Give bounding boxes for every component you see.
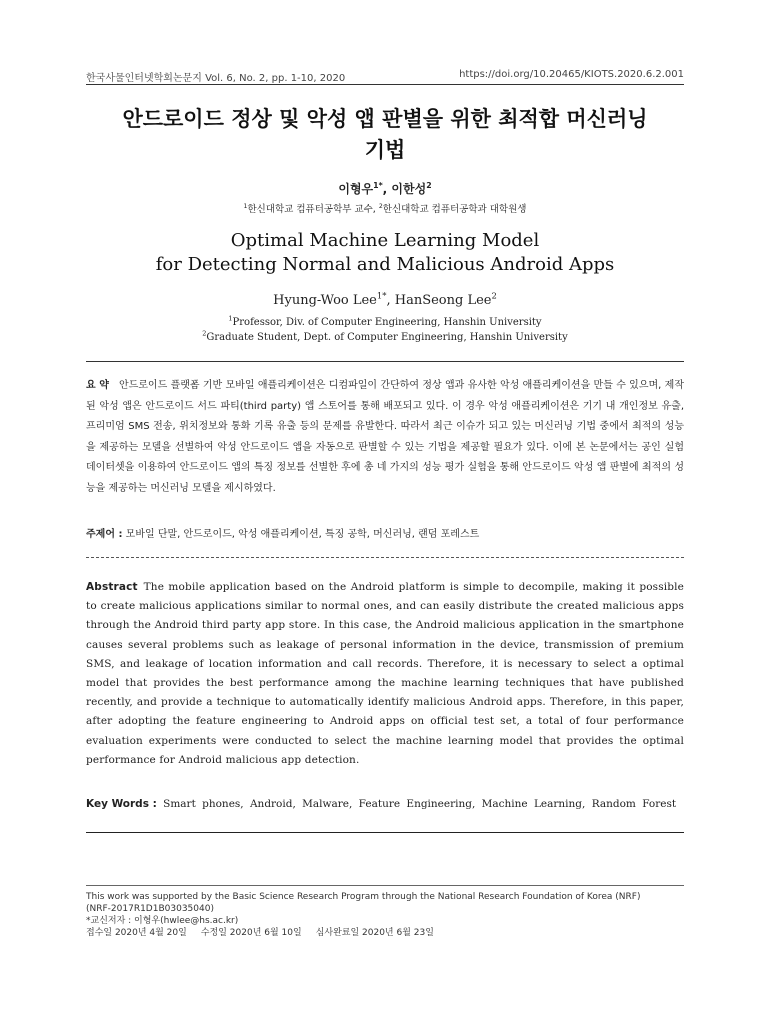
korean-authors bbox=[86, 180, 684, 197]
korean-author-2-mark: 2 bbox=[426, 181, 432, 190]
english-title bbox=[86, 229, 684, 277]
abstract-top-rule bbox=[86, 361, 684, 362]
english-title-line-1: Optimal Machine Learning Model bbox=[230, 230, 540, 251]
english-author-1-mark: 1* bbox=[376, 290, 387, 301]
korean-title bbox=[86, 104, 684, 166]
korean-keywords bbox=[86, 525, 684, 540]
footnote bbox=[86, 891, 684, 939]
korean-affil-2: 한신대학교 컴퓨터공학과 대학원생 bbox=[382, 204, 527, 215]
english-author-2-mark: 2 bbox=[491, 290, 497, 301]
journal-header: 한국사물인터넷학회논문지 Vol. 6, No. 2, pp. 1-10, 2020 bbox=[86, 73, 346, 84]
english-keywords-label: Key Words : bbox=[86, 798, 157, 810]
korean-affil-1-mark: 1 bbox=[243, 202, 248, 210]
english-author-separator: , bbox=[386, 293, 395, 308]
english-affil-2: Graduate Student, Dept. of Computer Engineering, Hanshin University bbox=[206, 332, 568, 343]
english-abstract bbox=[86, 578, 684, 770]
english-abstract-label: Abstract bbox=[86, 581, 138, 593]
english-affil-1-row bbox=[86, 315, 684, 330]
english-affil-2-mark: 2 bbox=[202, 329, 207, 338]
korean-author-2: 이한성 bbox=[391, 182, 427, 196]
english-affiliations bbox=[86, 315, 684, 345]
corresponding-author: *교신저자 : 이형우(hwlee@hs.ac.kr) bbox=[86, 916, 239, 926]
korean-abstract-label: 요 약 bbox=[86, 380, 109, 391]
abstract-divider bbox=[86, 557, 684, 558]
english-affil-2-row bbox=[86, 330, 684, 345]
korean-keywords-label: 주제어 : bbox=[86, 529, 123, 540]
english-authors bbox=[86, 290, 684, 308]
korean-keywords-text: 모바일 단말, 안드로이드, 악성 애플리케이션, 특징 공학, 머신러닝, 랜덤 포레스트 bbox=[125, 529, 480, 540]
received-date: 접수일 2020년 4월 20일 bbox=[86, 928, 187, 938]
korean-author-separator: , bbox=[382, 182, 392, 196]
english-author-1: Hyung-Woo Lee bbox=[273, 293, 377, 308]
korean-title-line-1: 안드로이드 정상 및 악성 앱 판별을 위한 최적합 머신러닝 bbox=[122, 107, 648, 131]
funding-line-2: (NRF-2017R1D1B03035040) bbox=[86, 904, 214, 914]
english-author-2: HanSeong Lee bbox=[394, 293, 492, 308]
footnote-rule bbox=[86, 885, 684, 886]
revised-date: 수정일 2020년 6월 10일 bbox=[200, 928, 302, 938]
korean-author-1: 이형우 bbox=[338, 182, 374, 196]
korean-author-1-mark: 1* bbox=[373, 181, 383, 190]
english-affil-1: Professor, Div. of Computer Engineering, Hanshin University bbox=[232, 317, 542, 328]
accepted-date: 심사완료일 2020년 6월 23일 bbox=[315, 928, 434, 938]
header-rule bbox=[86, 84, 684, 85]
korean-abstract bbox=[86, 376, 684, 500]
english-keywords bbox=[86, 798, 684, 810]
korean-affil-1: 한신대학교 컴퓨터공학부 교수, bbox=[247, 204, 379, 215]
korean-affil-2-mark: 2 bbox=[378, 202, 383, 210]
english-title-line-2: for Detecting Normal and Malicious Android Apps bbox=[155, 254, 615, 275]
korean-abstract-text: 안드로이드 플랫폼 기반 모바일 애플리케이션은 디컴파일이 간단하여 정상 앱과 유사한 악성 애플리케이션을 만들 수 있으며, 제작된 악성 앱은 안드로이드 서드 파티(third party) 앱 스토어를 통해 배포되고 있다. 이 경우 악성 애플리케이션은 기기 내 개인정보 유출, 프리미엄 SMS 전송, 위치정보와 통화 기록 유출 등의 문제를 유발한다. 따라서 최근 이슈가 되고 있는 머신러닝 기법 중에서 최적의 성능을 제공하는 모델을 선별하여 악성 안드로이드 앱을 자동으로 판별할 수 있는 기법을 제공할 필요가 있다. 이에 본 논문에서는 공인 실험 데이터셋을 이용하여 안드로이드 앱의 특징 정보를 선별한 후에 총 네 가지의 성능 평가 실험을 통해 안드로이드 악성 앱 판별에 최적의 성능을 제공하는 머신러닝 모델을 제시하였다. bbox=[86, 380, 684, 494]
english-affil-1-mark: 1 bbox=[228, 314, 233, 323]
english-abstract-text: The mobile application based on the Android platform is simple to decompile, making it possible to create malicious applications similar to normal ones, and can easily distribute the created malicious apps through the Android third party app store. In this case, the Android malicious application in the smartphone causes several problems such as leakage of personal information in the device, transmission of premium SMS, and leakage of location information and call records. Therefore, it is necessary to select a optimal model that provides the best performance among the machine learning techniques that have published recently, and provide a technique to automatically identify malicious Android apps. Therefore, in this paper, after adopting the feature engineering to Android apps on official test set, a total of four performance evaluation experiments were conducted to select the machine learning model that provides the optimal performance for Android malicious app detection. bbox=[86, 581, 684, 766]
funding-line-1: This work was supported by the Basic Science Research Program through the National Research Foundation of Korea (NRF) bbox=[86, 892, 641, 902]
korean-affiliations bbox=[86, 201, 684, 215]
abstract-bottom-rule bbox=[86, 832, 684, 833]
submission-dates bbox=[86, 927, 684, 939]
korean-title-line-2: 기법 bbox=[364, 138, 406, 162]
doi-link[interactable]: https://doi.org/10.20465/KIOTS.2020.6.2.001 bbox=[459, 69, 684, 80]
english-keywords-text: Smart phones, Android, Malware, Feature Engineering, Machine Learning, Random Forest bbox=[163, 798, 677, 810]
